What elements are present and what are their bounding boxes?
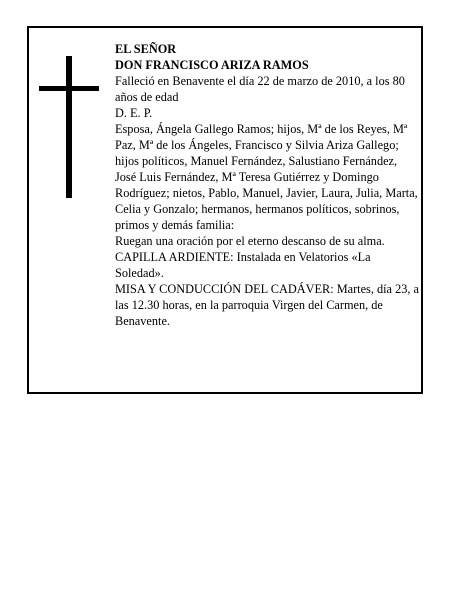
cross-icon [39, 56, 101, 198]
title-line-1: EL SEÑOR [115, 42, 177, 56]
family-list: Esposa, Ángela Gallego Ramos; hijos, Mª de los Reyes, Mª Paz, Mª de los Ángeles, Francisco y Silvia Ariza Gallego; hijos políticos, Manuel Fernández, Salustiano Fernández, José Luis Fernández, Mª Teresa Gutiérrez y Domingo Rodríguez; nietos, Pablo, Manuel, Javier, Laura, Julia, Marta, Celia y Gonzalo; hermanos, hermanos políticos, sobrinos, primos y demás familia: [115, 122, 418, 232]
death-info: Falleció en Benavente el día 22 de marzo de 2010, a los 80 años de edad [115, 74, 405, 104]
mass-info: MISA Y CONDUCCIÓN DEL CADÁVER: Martes, día 23, a las 12.30 horas, en la parroquia Virgen del Carmen, de Benavente. [115, 282, 419, 328]
chapel-info: CAPILLA ARDIENTE: Instalada en Velatorios «La Soledad». [115, 250, 371, 280]
obituary-text [115, 41, 421, 329]
cross-horizontal-bar [39, 86, 99, 91]
cross-vertical-bar [66, 56, 72, 198]
obituary-notice [27, 26, 423, 394]
rip-line: D. E. P. [115, 106, 153, 120]
deceased-name: DON FRANCISCO ARIZA RAMOS [115, 58, 309, 72]
prayer-request: Ruegan una oración por el eterno descanso de su alma. [115, 234, 385, 248]
